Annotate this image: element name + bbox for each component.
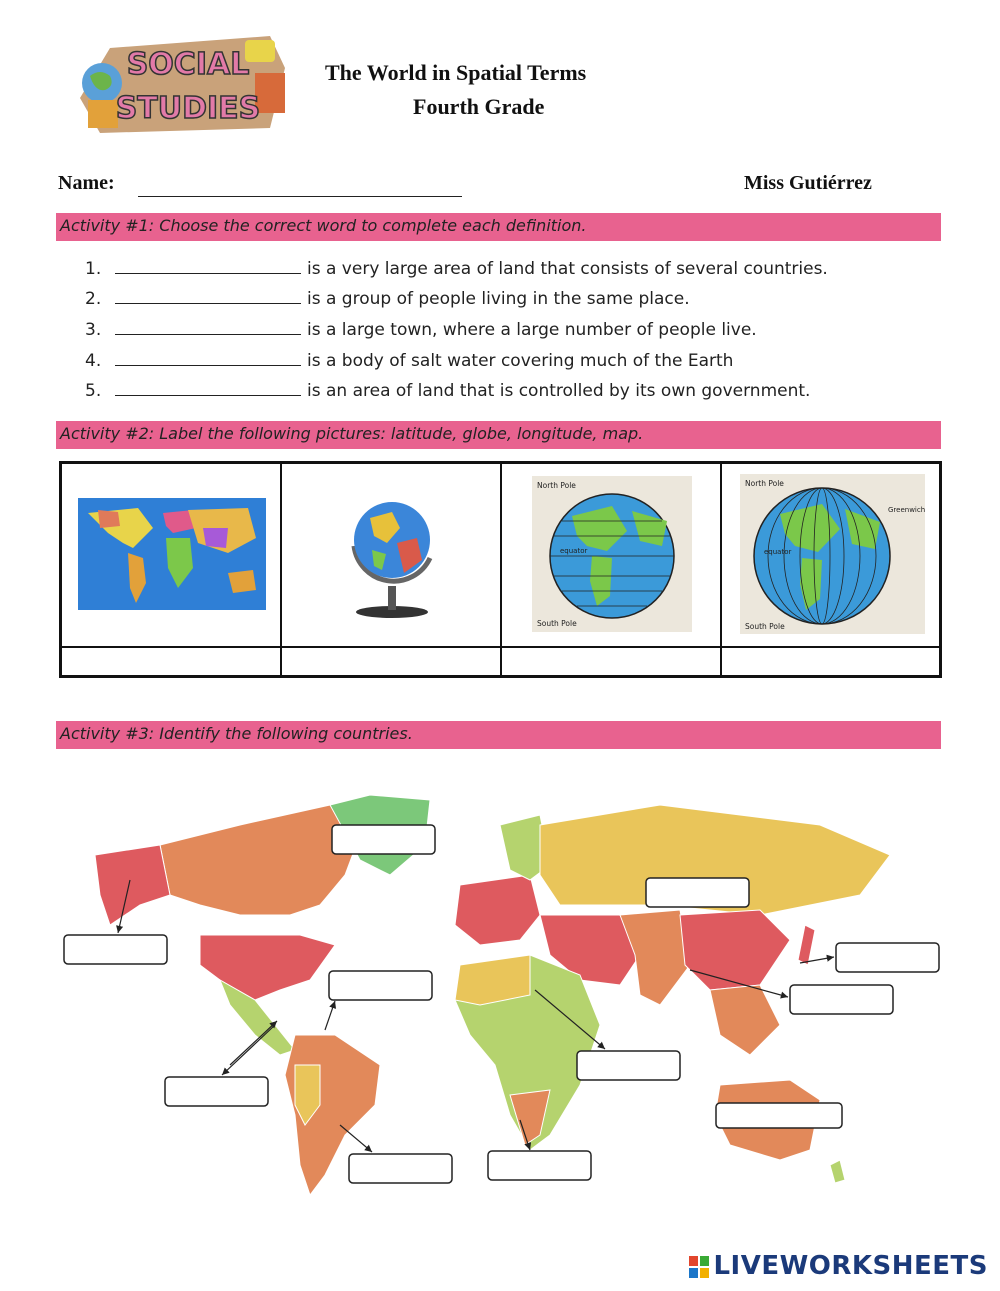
liveworksheets-text: LIVEWORKSHEETS xyxy=(713,1251,988,1281)
definition-text: is a group of people living in the same place. xyxy=(307,289,690,309)
country-box-greenland[interactable] xyxy=(332,825,435,854)
picture-label-table xyxy=(59,461,942,678)
picture-cell-globe xyxy=(282,464,502,675)
picture-cell-latitude xyxy=(502,464,722,675)
country-box-china[interactable] xyxy=(790,985,893,1014)
answer-blank-1[interactable] xyxy=(115,258,301,274)
activity1-heading: Activity #1: Choose the correct word to complete each definition. xyxy=(60,216,587,235)
answer-blank-5[interactable] xyxy=(115,380,301,396)
globe-image xyxy=(342,488,442,618)
page-title: The World in Spatial Terms xyxy=(325,60,587,85)
label-answer-latitude[interactable] xyxy=(506,650,722,677)
definition-item-1 xyxy=(85,258,828,279)
picture-cell-map xyxy=(62,464,282,675)
item-number: 5. xyxy=(85,381,102,401)
page-subtitle: Fourth Grade xyxy=(413,94,545,119)
country-box-australia[interactable] xyxy=(716,1103,842,1128)
answer-blank-2[interactable] xyxy=(115,288,301,304)
activity3-heading: Activity #3: Identify the following countries. xyxy=(60,724,413,743)
activity1-heading-band xyxy=(56,213,941,241)
definition-item-2 xyxy=(85,288,690,309)
logo-text-social: SOCIAL xyxy=(126,47,250,82)
label-answer-globe[interactable] xyxy=(286,650,502,677)
activity2-heading: Activity #2: Label the following pictures: latitude, globe, longitude, map. xyxy=(60,424,644,443)
definition-item-4 xyxy=(85,350,733,371)
table-row-divider xyxy=(62,646,939,648)
label-answer-map[interactable] xyxy=(66,650,282,677)
world-countries-map xyxy=(60,765,940,1205)
activity3-heading-band xyxy=(56,721,941,749)
social-studies-logo xyxy=(70,28,295,140)
definition-text: is a large town, where a large number of people live. xyxy=(307,320,757,340)
definition-item-5 xyxy=(85,380,810,401)
activity2-heading-band xyxy=(56,421,941,449)
country-box-egypt[interactable] xyxy=(577,1051,680,1080)
picture-cell-longitude xyxy=(722,464,942,675)
definition-text: is an area of land that is controlled by its own government. xyxy=(307,381,811,401)
country-box-south-africa[interactable] xyxy=(488,1151,591,1180)
country-box-mexico[interactable] xyxy=(165,1077,268,1106)
item-number: 1. xyxy=(85,259,102,279)
country-box-alaska[interactable] xyxy=(64,935,167,964)
item-number: 2. xyxy=(85,289,102,309)
definition-text: is a body of salt water covering much of the Earth xyxy=(307,351,734,371)
north-pole-label: North Pole xyxy=(537,481,576,490)
label-answer-longitude[interactable] xyxy=(726,650,940,677)
country-box-usa[interactable] xyxy=(329,971,432,1000)
world-map-image xyxy=(78,498,266,610)
answer-blank-4[interactable] xyxy=(115,350,301,366)
teacher-name: Miss Gutiérrez xyxy=(744,172,872,194)
definition-text: is a very large area of land that consists of several countries. xyxy=(307,259,828,279)
greenwich-label: Greenwich xyxy=(888,506,925,514)
country-box-argentina[interactable] xyxy=(349,1154,452,1183)
south-pole-label: South Pole xyxy=(537,619,577,628)
equator-label: equator xyxy=(560,547,588,555)
item-number: 4. xyxy=(85,351,102,371)
liveworksheets-brand xyxy=(689,1251,988,1281)
north-pole-label: North Pole xyxy=(745,479,784,488)
name-input[interactable] xyxy=(138,172,462,197)
name-label: Name: xyxy=(58,172,115,194)
item-number: 3. xyxy=(85,320,102,340)
country-box-russia[interactable] xyxy=(646,878,749,907)
south-pole-label: South Pole xyxy=(745,622,785,631)
country-box-japan[interactable] xyxy=(836,943,939,972)
equator-label: equator xyxy=(764,548,792,556)
definition-item-3 xyxy=(85,319,757,340)
liveworksheets-logo-icon xyxy=(689,1256,709,1278)
logo-text-studies: STUDIES xyxy=(115,91,261,126)
longitude-globe-image xyxy=(740,474,925,634)
latitude-globe-image xyxy=(532,476,692,632)
answer-blank-3[interactable] xyxy=(115,319,301,335)
